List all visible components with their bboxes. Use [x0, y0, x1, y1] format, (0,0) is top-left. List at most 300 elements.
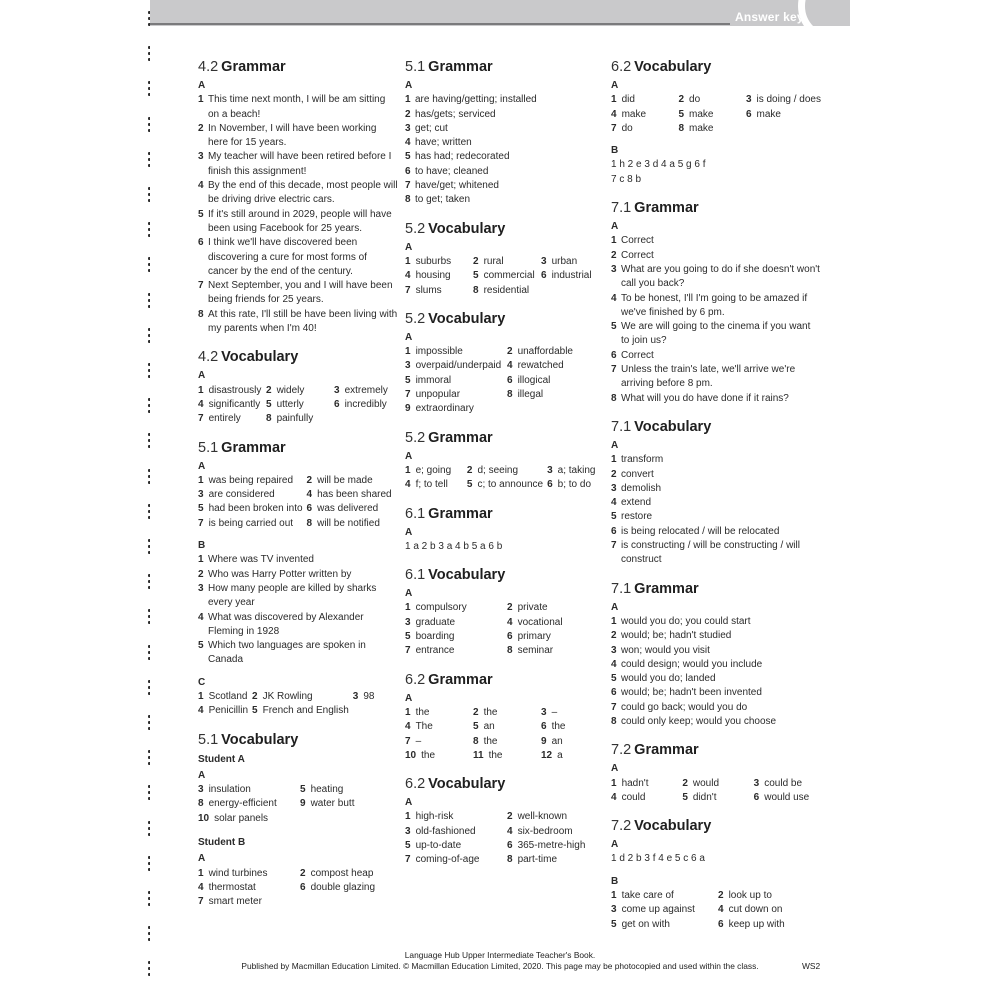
item-text: solar panels — [214, 812, 269, 824]
item-text: Correct — [621, 235, 654, 247]
item-number: 8 — [678, 122, 685, 134]
item-text: an — [483, 721, 495, 733]
item-number: 8 — [473, 284, 479, 296]
item-text: has been shared — [317, 489, 392, 501]
section-name: Grammar — [428, 671, 493, 688]
item-text: Unless the train's late, we'll arrive we're arriving before 8 pm. — [621, 364, 796, 390]
item-text: What will you do have done if it rains? — [621, 392, 789, 404]
answer-item — [611, 108, 674, 122]
answer-item — [307, 517, 398, 531]
answer-item — [405, 345, 503, 359]
item-number: 3 — [541, 706, 547, 718]
section-title — [198, 58, 398, 76]
item-text: entirely — [208, 413, 241, 425]
item-text: do — [621, 122, 633, 134]
item-number: 1 — [198, 867, 204, 879]
item-text: could be — [764, 777, 803, 789]
section-title — [405, 58, 605, 76]
corner-arc-decoration — [798, 0, 850, 42]
item-number: 5 — [300, 784, 306, 796]
item-text: won; would you visit — [621, 644, 710, 656]
item-number: 7 — [611, 701, 617, 713]
item-text: urban — [551, 255, 578, 267]
item-number: 1 — [198, 474, 204, 486]
answer-item — [198, 236, 398, 279]
section-number: 7.1 — [611, 418, 632, 435]
answer-item — [198, 881, 296, 895]
answer-item — [198, 398, 262, 412]
answer-item — [300, 797, 398, 811]
item-text: well-known — [517, 811, 568, 823]
item-number: 7 — [198, 280, 204, 292]
item-text: f; to tell — [415, 479, 448, 491]
answer-item — [252, 704, 349, 718]
answer-grid — [611, 889, 821, 932]
exercise-label: B — [611, 875, 619, 887]
item-number: 4 — [611, 292, 617, 304]
item-number: 1 — [611, 777, 617, 789]
answer-item — [611, 918, 714, 932]
section-number: 5.2 — [405, 310, 426, 327]
answer-item — [547, 478, 605, 492]
section-number: 5.1 — [405, 59, 426, 75]
answer-item — [198, 502, 303, 516]
item-number: 2 — [405, 108, 411, 120]
answer-item — [198, 93, 398, 122]
item-text: d; seeing — [477, 464, 519, 476]
item-number: 10 — [405, 749, 417, 761]
item-number: 6 — [611, 525, 617, 537]
item-text: immoral — [415, 374, 452, 386]
answer-item — [611, 263, 821, 292]
exercise-label: A — [405, 331, 413, 343]
item-text: has had; redecorated — [415, 151, 510, 163]
answer-item — [611, 777, 678, 791]
item-number: 5 — [405, 374, 411, 386]
section-title — [198, 439, 398, 457]
item-text: Next September, you and I will have been being friends for 25 years. — [208, 280, 393, 306]
item-number: 7 — [198, 517, 204, 529]
item-text: is constructing / will be constructing / will construct — [621, 540, 800, 566]
item-number: 5 — [405, 631, 411, 643]
item-number: 3 — [198, 582, 204, 594]
item-number: 5 — [678, 108, 685, 120]
answer-item — [300, 783, 398, 797]
answer-section — [405, 58, 605, 208]
item-number: 4 — [718, 904, 724, 916]
answer-item — [611, 539, 821, 568]
item-number: 4 — [198, 180, 204, 192]
item-text: Correct — [621, 249, 654, 261]
item-text: primary — [517, 631, 551, 643]
item-text: the — [483, 706, 498, 718]
answer-item — [746, 108, 821, 122]
answer-item — [405, 402, 503, 416]
answer-item — [198, 704, 248, 718]
item-number: 6 — [507, 374, 513, 386]
item-text: get; cut — [415, 122, 448, 134]
answer-item — [473, 706, 537, 720]
header-rule — [150, 23, 730, 25]
answer-item — [611, 93, 674, 107]
answer-item — [611, 715, 821, 729]
answer-item — [611, 122, 674, 136]
item-text: Who was Harry Potter written by — [208, 568, 352, 580]
answer-item — [198, 639, 398, 668]
item-number: 4 — [611, 108, 617, 120]
student-label: Student B — [198, 837, 246, 849]
item-text: restore — [621, 511, 653, 523]
answer-item — [682, 777, 749, 791]
answer-item — [266, 384, 330, 398]
item-number: 3 — [745, 94, 752, 106]
answer-section — [405, 429, 605, 493]
item-number: 4 — [198, 881, 204, 893]
section-title — [611, 58, 821, 76]
answer-item — [198, 517, 303, 531]
item-number: 3 — [405, 360, 411, 372]
item-text: come up against — [621, 904, 695, 916]
answer-grid — [405, 464, 605, 493]
item-number: 2 — [198, 122, 204, 134]
answer-grid — [405, 601, 605, 658]
item-text: JK Rowling — [262, 690, 313, 702]
item-text: will be notified — [317, 517, 380, 529]
answer-item — [198, 179, 398, 208]
item-text: coming-of-age — [415, 854, 480, 866]
section-title — [405, 671, 605, 689]
item-number: 7 — [405, 284, 411, 296]
answer-item — [611, 320, 821, 349]
section-title — [198, 348, 398, 366]
answer-item — [405, 720, 469, 734]
answer-section — [611, 741, 821, 805]
answer-item — [611, 392, 821, 406]
item-number: 7 — [405, 854, 411, 866]
item-number: 8 — [611, 715, 617, 727]
answer-item — [405, 825, 503, 839]
item-text: demolish — [621, 482, 662, 494]
answer-item — [718, 903, 821, 917]
item-number: 1 — [198, 690, 204, 702]
item-number: 2 — [473, 255, 479, 267]
column-left — [198, 58, 398, 922]
answer-item — [611, 889, 714, 903]
item-text: take care of — [621, 890, 674, 902]
answer-item — [611, 510, 821, 524]
item-text: is being relocated / will be relocated — [621, 525, 780, 537]
exercise-label: A — [405, 588, 413, 600]
item-number: 5 — [266, 398, 272, 410]
item-number: 3 — [611, 904, 617, 916]
section-name: Vocabulary — [634, 818, 712, 835]
section-name: Vocabulary — [221, 731, 299, 748]
answer-item — [718, 918, 821, 932]
item-number: 4 — [507, 616, 513, 628]
item-text: energy-efficient — [208, 798, 277, 810]
item-text: illogical — [517, 374, 551, 386]
answer-item — [334, 384, 398, 398]
item-text: high-risk — [415, 811, 454, 823]
item-text: 98 — [363, 690, 375, 702]
item-number: 6 — [334, 398, 340, 410]
item-text: transform — [621, 454, 664, 466]
item-text: look up to — [728, 890, 772, 902]
item-text: extremely — [344, 384, 388, 396]
item-number: 6 — [718, 918, 724, 930]
section-title — [611, 418, 821, 436]
answer-item — [611, 292, 821, 321]
item-number: 6 — [547, 479, 553, 491]
section-number: 7.1 — [611, 200, 632, 217]
exercise-label: A — [611, 439, 619, 451]
answer-grid — [198, 690, 398, 719]
answer-item — [198, 611, 398, 640]
item-number: 4 — [405, 270, 411, 282]
answer-item — [611, 672, 821, 686]
item-text: Penicillin — [208, 705, 249, 717]
item-text: extend — [621, 497, 652, 509]
section-name: Vocabulary — [428, 776, 506, 793]
answer-item — [405, 93, 605, 107]
answer-item — [541, 749, 605, 763]
item-text: This time next month, I will be am sitting on a beach! — [208, 94, 386, 120]
part-spacer — [198, 531, 398, 537]
item-number: 1 — [405, 811, 411, 823]
answer-item — [611, 468, 821, 482]
item-text: up-to-date — [415, 839, 462, 851]
answer-item — [405, 839, 503, 853]
item-number: 3 — [405, 616, 411, 628]
answer-item — [754, 777, 821, 791]
item-number: 1 — [198, 554, 204, 566]
item-text: My teacher will have been retired before I finish this assignment! — [208, 151, 392, 177]
item-number: 2 — [473, 706, 479, 718]
section-number: 5.1 — [198, 439, 219, 456]
item-text: the — [483, 735, 498, 747]
item-text: entrance — [415, 645, 455, 657]
item-text: the — [488, 749, 503, 761]
answer-grid — [198, 783, 398, 826]
exercise-label: C — [198, 676, 206, 688]
answer-item — [198, 208, 398, 237]
item-number: 4 — [306, 489, 313, 501]
section-number: 5.2 — [405, 429, 426, 446]
answer-item — [405, 136, 605, 150]
item-text: has/gets; serviced — [415, 108, 496, 120]
answer-item — [405, 165, 605, 179]
item-text: illegal — [517, 389, 544, 401]
item-number: 2 — [466, 464, 473, 476]
section-number: 5.2 — [405, 220, 426, 237]
item-text: e; going — [415, 464, 452, 476]
section-title — [611, 199, 821, 217]
section-number: 7.2 — [611, 818, 632, 835]
answer-item — [507, 374, 605, 388]
column-middle — [405, 58, 605, 880]
answer-section — [405, 566, 605, 658]
answer-grid — [611, 777, 821, 806]
item-number: 3 — [405, 122, 411, 134]
item-number: 6 — [507, 839, 513, 851]
item-number: 5 — [466, 479, 473, 491]
answer-item — [405, 193, 605, 207]
item-number: 2 — [252, 690, 258, 702]
exercise-label: A — [198, 370, 206, 382]
section-title — [611, 817, 821, 835]
section-name: Vocabulary — [428, 567, 506, 584]
item-text: did — [621, 94, 635, 106]
item-number: 9 — [300, 798, 306, 810]
item-text: have; written — [415, 137, 472, 149]
item-number: 7 — [198, 896, 204, 908]
item-text: convert — [621, 468, 654, 480]
answer-line: 7 c 8 b — [611, 173, 642, 185]
answer-section — [405, 505, 605, 555]
answer-item — [405, 810, 503, 824]
answer-item — [678, 122, 741, 136]
answer-item — [266, 412, 330, 426]
section-number: 6.1 — [405, 505, 426, 522]
answer-item — [353, 690, 398, 704]
item-text: would you do; you could start — [621, 615, 751, 627]
answer-item — [198, 690, 248, 704]
answer-item — [252, 690, 349, 704]
answer-item — [611, 482, 821, 496]
section-number: 6.2 — [405, 671, 426, 688]
item-text: have/get; whitened — [415, 180, 499, 192]
page-number: WS2 — [802, 961, 821, 971]
item-number: 1 — [611, 890, 617, 902]
answer-item — [405, 616, 503, 630]
exercise-label: A — [198, 460, 206, 472]
item-number: 3 — [611, 263, 617, 275]
answer-item — [405, 478, 463, 492]
item-text: unaffordable — [517, 346, 573, 358]
item-number: 3 — [198, 489, 204, 501]
answer-line: 1 h 2 e 3 d 4 a 5 g 6 f — [611, 159, 706, 171]
item-text: make — [621, 108, 647, 120]
answer-item — [611, 791, 678, 805]
answer-item — [611, 349, 821, 363]
answer-section — [405, 775, 605, 867]
answer-section — [198, 348, 398, 426]
item-text: graduate — [415, 616, 456, 628]
item-text: make — [689, 122, 714, 134]
answer-item — [507, 616, 605, 630]
student-label: Student A — [198, 753, 245, 765]
answer-item — [718, 889, 821, 903]
item-number: 5 — [611, 673, 617, 685]
item-text: Which two languages are spoken in Canada — [208, 640, 366, 666]
answer-item — [611, 453, 821, 467]
answer-item — [541, 706, 605, 720]
answer-item — [405, 374, 503, 388]
item-text: compulsory — [415, 602, 467, 614]
item-number: 3 — [611, 644, 617, 656]
answer-item — [611, 629, 821, 643]
item-number: 1 — [198, 94, 204, 106]
answer-item — [405, 464, 463, 478]
item-text: Where was TV invented — [208, 554, 314, 566]
answer-item — [507, 825, 605, 839]
answer-item — [198, 568, 398, 582]
answer-item — [611, 249, 821, 263]
item-text: do — [689, 94, 701, 106]
item-number: 6 — [405, 165, 411, 177]
section-title — [405, 505, 605, 523]
item-number: 1 — [611, 615, 617, 627]
item-text: residential — [483, 284, 530, 296]
item-number: 4 — [507, 825, 513, 837]
item-text: heating — [310, 784, 344, 796]
answer-item — [266, 398, 330, 412]
section-name: Grammar — [221, 439, 286, 456]
item-text: the — [551, 721, 566, 733]
part-spacer — [198, 826, 398, 832]
item-number: 7 — [198, 413, 204, 425]
item-number: 6 — [507, 631, 513, 643]
item-number: 1 — [405, 706, 411, 718]
item-text: wind turbines — [208, 867, 268, 879]
answer-item — [198, 308, 398, 337]
item-number: 7 — [405, 389, 411, 401]
section-name: Grammar — [634, 742, 699, 759]
section-number: 6.1 — [405, 567, 426, 584]
item-number: 3 — [753, 777, 760, 789]
item-text: hadn't — [621, 777, 649, 789]
item-text: vocational — [517, 616, 563, 628]
item-text: I think we'll have discovered been discovering a cure for most forms of cancer by the end of the century. — [208, 237, 367, 277]
item-number: 5 — [405, 151, 411, 163]
item-text: get on with — [621, 918, 670, 930]
item-text: boarding — [415, 631, 455, 643]
answer-item — [541, 720, 605, 734]
item-number: 1 — [405, 602, 411, 614]
answer-item — [682, 791, 749, 805]
item-number: 1 — [405, 255, 411, 267]
answer-grid — [405, 345, 605, 416]
item-text: impossible — [415, 346, 463, 358]
answer-item — [198, 783, 296, 797]
answer-item — [198, 867, 296, 881]
item-text: cut down on — [728, 904, 783, 916]
item-number: 3 — [547, 464, 553, 476]
item-number: 6 — [300, 881, 306, 893]
item-number: 1 — [198, 384, 204, 396]
item-number: 8 — [405, 194, 411, 206]
item-text: didn't — [692, 791, 717, 803]
item-text: was delivered — [317, 503, 379, 515]
item-text: significantly — [208, 398, 261, 410]
answer-item — [507, 388, 605, 402]
answer-item — [307, 502, 398, 516]
answer-item — [473, 269, 537, 283]
item-text: c; to announce — [477, 479, 544, 491]
item-text: would — [692, 777, 720, 789]
section-number: 7.1 — [611, 580, 632, 597]
answer-item — [678, 93, 741, 107]
answer-item — [507, 810, 605, 824]
item-number: 3 — [198, 784, 204, 796]
answer-grid — [198, 474, 398, 531]
item-text: industrial — [551, 270, 592, 282]
item-text: make — [756, 108, 781, 120]
item-text: keep up with — [728, 918, 785, 930]
exercise-label: A — [611, 80, 619, 91]
item-text: thermostat — [208, 881, 256, 893]
item-text: widely — [276, 384, 305, 396]
